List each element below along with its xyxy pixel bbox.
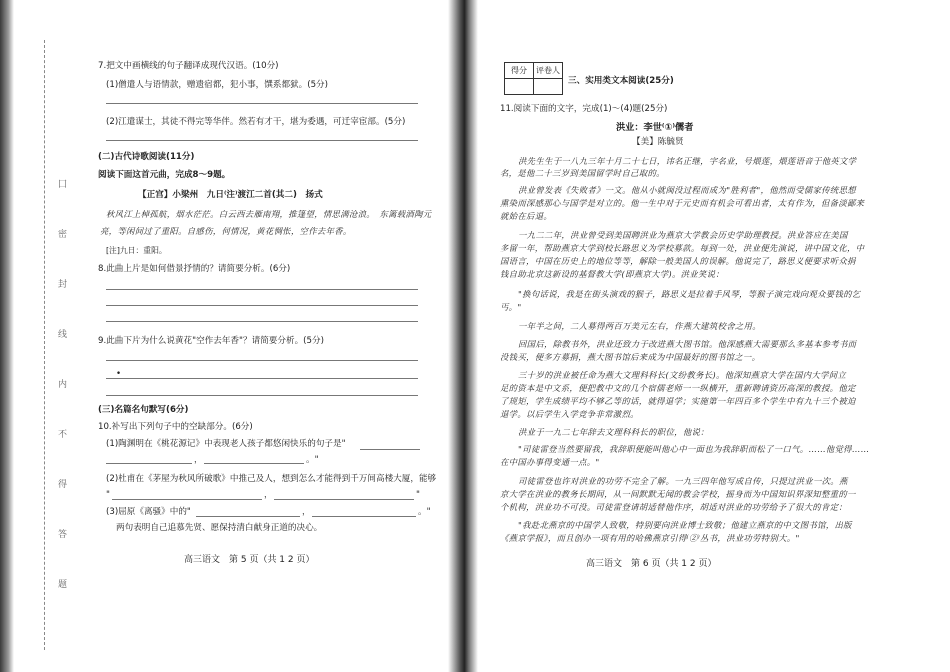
- poem-line-1: 秋风江上棹孤航，烟水茫茫。白云西去雁南翔，推篷望，情思满沧浪。 东篱载酒陶元: [106, 209, 432, 219]
- question-11: 11.阅读下面的文字，完成(1)～(4)题(25分): [500, 104, 668, 114]
- section-title: 三、实用类文本阅读(25分): [568, 76, 674, 86]
- answer-blank[interactable]: [106, 463, 192, 464]
- punctuation: 。": [306, 455, 319, 465]
- punctuation: ": [416, 490, 420, 500]
- poem-note: [注]九日：重阳。: [106, 246, 167, 255]
- punctuation: ，: [264, 490, 273, 500]
- question-10: 10.补写出下列句子中的空缺部分。(6分): [98, 422, 253, 432]
- para-line: 在中国办事得变通一点。": [500, 457, 600, 467]
- para-line: 国语言，中国在历史上的地位等等，解除一般美国人的误解。他说完了，路思义便要求听众捐: [500, 256, 856, 266]
- para-line: 洪业曾发表《失败者》一文。他从小就闽没过程而成为"胜利者"，他然而受儒家传统思想: [518, 185, 856, 195]
- answer-line[interactable]: [106, 140, 418, 141]
- question-9: 9.此曲下片为什么说黄花"空作去年香"？请简要分析。(5分): [98, 336, 324, 346]
- gutter-char: 封: [58, 280, 68, 290]
- poem-line-2: 亮，等闲间过了重阳。自感伤，何情况，黄花惆怅，空作去年香。: [100, 226, 352, 236]
- article-author: 【美】陈毓贤: [632, 137, 684, 147]
- para-line: 多留一年，帮助燕京大学到校长路思义为学校募款。每到一处，洪业便先演说，讲中国文化，中: [500, 243, 865, 253]
- para-line: 回国后，除教书外，洪业还致力于改进燕大图书馆。他深感燕大需要那么多基本参考书而: [518, 339, 857, 349]
- question-7: 7.把文中画横线的句子翻译成现代汉语。(10分): [98, 61, 279, 71]
- gutter-char: 内: [58, 380, 68, 390]
- punctuation: 。": [418, 507, 431, 517]
- para-line: 退学。以后学生入学竞争非常激烈。: [500, 409, 639, 419]
- answer-blank[interactable]: [312, 516, 416, 517]
- para-line: 三十岁的洪业被任命为燕大文理科科长(文纷教务长)。他深知燕京大学在国内大学间立: [518, 370, 847, 380]
- gutter-char: 囗: [58, 180, 68, 190]
- gutter-char: 不: [58, 430, 68, 440]
- bullet: •: [116, 369, 122, 379]
- poetry-instruction: 阅读下面这首元曲，完成8～9题。: [98, 170, 231, 180]
- para-line: 《燕京学报》，而且创办一项有用的哈佛燕京引得⁽②⁾丛书，洪业功劳特别大。": [500, 533, 800, 543]
- gutter-char: 线: [58, 330, 68, 340]
- question-7-1: (1)僧遣人与语情款，赠遗宿都，犯小事，馔系都狱。(5分): [106, 80, 329, 90]
- page-footer: 高三语文 第 6 页（共 1 2 页）: [586, 559, 717, 569]
- answer-line[interactable]: [106, 103, 418, 104]
- answer-blank[interactable]: [112, 499, 262, 500]
- para-line: 足的资本是中文系，便把教中文的几个宿儒老师一一纵横开，重新聘请资历高深的教授。他定: [500, 383, 856, 393]
- para-line: 没钱买，便多方募捐，燕大图书馆后来成为中国最好的图书馆之一。: [500, 352, 761, 362]
- scan-edge: [0, 0, 14, 672]
- question-10-2: (2)杜甫在《茅屋为秋风所破歌》中推己及人，想到怎么才能得到千万间高楼大厦，能够: [106, 474, 437, 484]
- punctuation: ": [106, 490, 110, 500]
- answer-line[interactable]: [106, 360, 418, 361]
- grader-cell[interactable]: [534, 79, 563, 95]
- gutter-char: 密: [58, 230, 68, 240]
- score-cell[interactable]: [505, 79, 534, 95]
- answer-line[interactable]: [106, 289, 418, 290]
- para-line: 京大学在洪业的教务长期间，从一间默默无闻的教会学校，摇身而为中国知识界深知整重的一: [500, 489, 856, 499]
- answer-line[interactable]: [106, 378, 418, 379]
- question-8: 8.此曲上片是如何借景抒情的？请简要分析。(6分): [98, 264, 291, 274]
- answer-line[interactable]: [106, 395, 418, 396]
- score-box: [504, 62, 563, 95]
- question-10-3-tail: 两句表明自己追慕先贤、愿保持清白献身正道的决心。: [116, 523, 323, 533]
- answer-blank[interactable]: [274, 499, 414, 500]
- para-line: 丐。": [500, 302, 522, 312]
- seal-line-labels: [58, 180, 74, 630]
- para-line: 司徒雷登也许对洪业的功劳不完全了解。一九三四年他写成自传，只提过洪业一次。燕: [518, 476, 848, 486]
- gutter-char: 题: [58, 580, 68, 590]
- answer-blank[interactable]: [204, 463, 304, 464]
- para-line: "我赴北燕京的中国学人致敬，特别要向洪业博士致敬；他建立燕京的中文图书馆，出版: [518, 520, 852, 530]
- gutter-char: 得: [58, 480, 68, 490]
- book-fold-shadow: [448, 0, 478, 672]
- para-line: 了规矩，学生成绩平均不够乙等的话，就得退学；实施第一年四百多个学生中有九十三个被迫: [500, 396, 856, 406]
- poem-title: 【正宫】小梁州 九日⁽注⁾渡江二首(其二) 扬式: [138, 190, 323, 200]
- para-line: 钱自助北京这新设的基督教大学(即燕京大学)。洪业笑说：: [500, 269, 725, 279]
- punctuation: ，: [194, 455, 203, 465]
- para-line: 一九二二年，洪业曾受到美国聘洪业为燕京大学教会历史学助理教授。洪业答应在美国: [518, 230, 848, 240]
- para-line: "司徒雷登当然要留我，我辞职便能叫他心中一面也为我辞职而松了一口气。……他觉得……: [518, 444, 870, 454]
- score-header: 得分: [505, 63, 534, 79]
- page-footer: 高三语文 第 5 页（共 1 2 页）: [184, 555, 315, 565]
- punctuation: ，: [302, 507, 311, 517]
- para-line: 洪业于一九二七年辞去文理科科长的职位，他说：: [518, 427, 709, 437]
- para-line: 就始在后退。: [500, 211, 553, 221]
- seal-line: [44, 40, 46, 650]
- para-line: 一年半之间，二人募得两百万美元左右，作燕大建筑校舍之用。: [518, 321, 761, 331]
- answer-blank[interactable]: [360, 449, 420, 450]
- para-line: 熏染而深感那心与国学是对立的。他一生中对于元史而有机会可看出者，太有作为，但备淡鄙来: [500, 198, 865, 208]
- gutter-char: 答: [58, 530, 68, 540]
- question-7-2: (2)江遣谋士，其徒不得完等华伴。然若有才干，堪为委遇，可迁宰宦部。(5分): [106, 117, 406, 127]
- answer-line[interactable]: [106, 321, 418, 322]
- question-10-3: (3)屈原《离骚》中的": [106, 507, 191, 517]
- section-poetry: (二)古代诗歌阅读(11分): [98, 152, 195, 162]
- answer-blank[interactable]: [196, 516, 300, 517]
- grader-header: 评卷人: [534, 63, 563, 79]
- article-title: 洪业：李世⁽①⁾儒者: [616, 122, 694, 133]
- answer-line[interactable]: [106, 305, 418, 306]
- para-line: 个机构，洪业功不可没。司徒雷登请胡适替他作序，胡适对洪业的功劳给予了很大的肯定：: [500, 502, 847, 512]
- para-line: 名，是他二十三岁到美国留学时自己取的。: [500, 168, 665, 178]
- question-10-1: (1)陶渊明在《桃花源记》中表现老人孩子都悠闲快乐的句子是": [106, 439, 346, 449]
- para-line: "换句话说，我是在街头演戏的猴子，路思义是拉着手风琴，等猴子演完戏向观众要钱的乞: [518, 289, 861, 299]
- section-recitation: (三)名篇名句默写(6分): [98, 405, 189, 415]
- para-line: 洪先生生于一八九三年十月二十七日，讳名正继，字名业，号煨莲，煨莲语音于他英文学: [518, 156, 857, 166]
